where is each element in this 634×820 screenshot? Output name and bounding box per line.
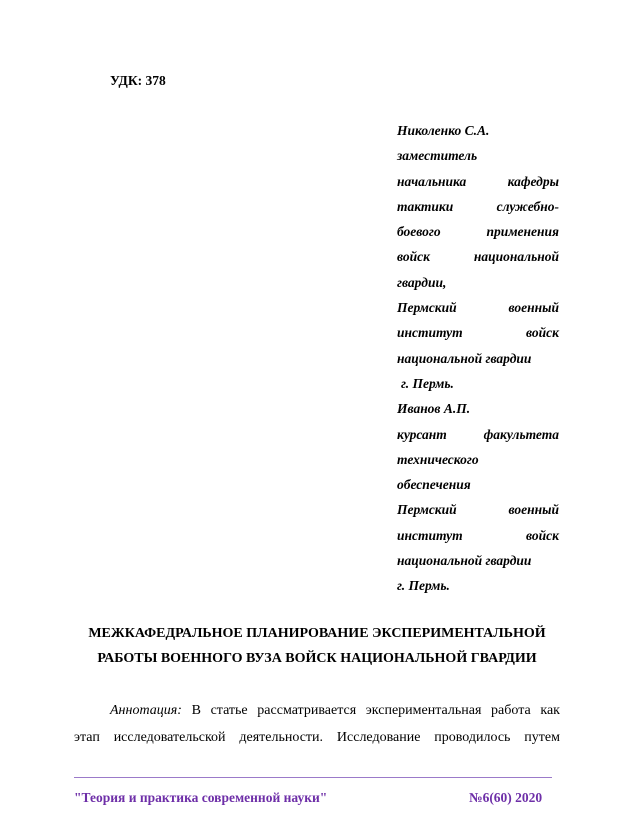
abstract-text (74, 697, 560, 751)
abstract-line: этап исследовательской деятельности. Исследование проводилось путем (74, 730, 560, 745)
author-affiliation: национальной гвардии (397, 553, 532, 569)
author-affiliation: Пермский военный (397, 300, 559, 316)
footer-divider (74, 777, 552, 778)
footer-journal-name: "Теория и практика современной науки" (74, 790, 328, 805)
author-position: заместитель (397, 148, 478, 164)
author-affiliation: национальной гвардии (397, 350, 532, 366)
author-position: курсант факультета (397, 426, 559, 442)
abstract-line: Аннотация: В статье рассматривается экспериментальная работа как (74, 697, 560, 724)
article-title: МЕЖКАФЕДРАЛЬНОЕ ПЛАНИРОВАНИЕ ЭКСПЕРИМЕНТАЛЬНОЙ РАБОТЫ ВОЕННОГО ВУЗА ВОЙСК НАЦИОНАЛЬНОЙ ГВАРДИИ (88, 626, 546, 666)
abstract-label: Аннотация: (110, 703, 182, 718)
author-position: тактики служебно- (397, 198, 559, 214)
author-position: начальника кафедры (397, 173, 559, 189)
author-position: боевого применения (397, 224, 559, 240)
footer-issue-number: №6(60) 2020 (469, 790, 543, 805)
author-affiliation: институт войск (397, 325, 559, 341)
author-info-block (397, 118, 559, 599)
author-affiliation: Пермский военный (397, 502, 559, 518)
author-position: войск национальной (397, 249, 559, 265)
udc-code: УДК: 378 (110, 73, 166, 88)
author-city: г. Пермь. (397, 578, 450, 594)
author-name: Николенко С.А. (397, 123, 490, 138)
author-name: Иванов А.П. (397, 401, 471, 417)
author-position: гвардии, (397, 274, 447, 290)
author-position: технического (397, 451, 479, 467)
author-city: г. Пермь. (401, 375, 454, 391)
author-affiliation: институт войск (397, 527, 559, 543)
author-position: обеспечения (397, 477, 471, 493)
